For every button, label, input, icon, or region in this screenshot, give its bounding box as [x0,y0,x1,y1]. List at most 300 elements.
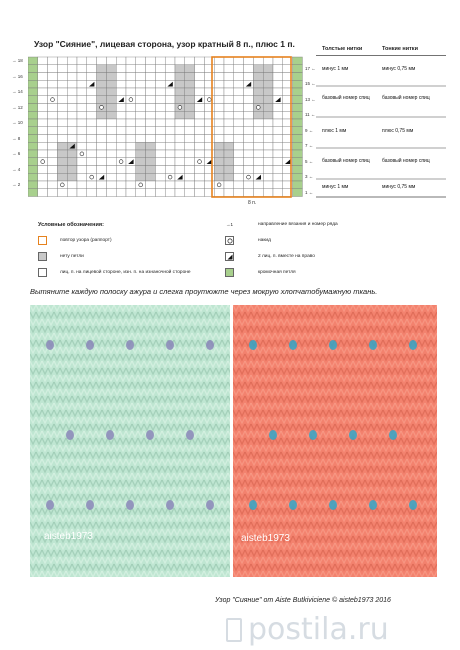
chart-cell [146,166,156,174]
chart-cell [57,104,67,112]
repeat-label: 8 п. [248,200,257,206]
chart-cell [185,57,195,65]
chart-cell [293,65,303,73]
chart-cell [195,111,205,119]
chart-cell [214,158,224,166]
chart-cell [77,158,87,166]
chart-cell [57,189,67,197]
chart-cell [224,158,234,166]
yarn-over-icon [139,183,143,187]
chart-cell [136,119,146,127]
chart-cell [244,73,254,81]
eyelet-hole [46,500,54,510]
chart-cell [185,65,195,73]
chart-cell [136,166,146,174]
chart-cell [116,96,126,104]
credit-line: Узор "Сияние" от Aiste Butkiviciene © aisteb1973 2016 [215,597,391,604]
chart-cell [165,127,175,135]
chart-cell [185,119,195,127]
chart-cell [106,80,116,88]
yarn-over-icon [90,175,94,179]
eyelet-hole [249,500,257,510]
needle-thick-3: плюс 1 мм [322,128,347,134]
chart-cell [106,166,116,174]
chart-cell [126,119,136,127]
chart-cell [97,150,107,158]
chart-cell [146,80,156,88]
eyelet-hole [289,500,297,510]
row-label-right: 13 ← [305,96,316,102]
chart-cell [273,189,283,197]
chart-cell [97,88,107,96]
chart-cell [116,142,126,150]
chart-cell [38,166,48,174]
chart-cell [38,135,48,143]
row-label-right: 17 ← [305,65,316,71]
chart-cell [97,65,107,73]
chart-cell [165,135,175,143]
needle-thin-1: минус 0,75 мм [382,66,416,72]
chart-cell [67,73,77,81]
chart-cell [234,96,244,104]
chart-cell [146,111,156,119]
chart-cell [77,73,87,81]
chart-cell [106,73,116,81]
chart-cell [185,158,195,166]
eyelet-hole [349,430,357,440]
chart-cell [87,73,97,81]
chart-cell [38,111,48,119]
chart-cell [175,150,185,158]
chart-cell [273,119,283,127]
chart-cell [48,181,58,189]
chart-cell [195,65,205,73]
chart-cell [116,181,126,189]
chart-cell [253,173,263,181]
chart-cell [273,181,283,189]
chart-cell [175,158,185,166]
chart-cell [224,166,234,174]
chart-cell [57,119,67,127]
chart-cell [155,111,165,119]
chart-cell [136,96,146,104]
chart-cell [214,96,224,104]
chart-cell [136,73,146,81]
chart-cell [263,73,273,81]
chart-cell [136,150,146,158]
row-label-left: → 8 [12,135,21,141]
chart-cell [38,96,48,104]
chart-cell [175,127,185,135]
chart-cell [273,57,283,65]
chart-cell [185,189,195,197]
yarn-over-icon [226,237,234,245]
yarn-over-icon [178,105,182,109]
chart-cell [244,127,254,135]
chart-cell [67,135,77,143]
chart-cell [273,96,283,104]
chart-cell [97,189,107,197]
chart-cell [263,142,273,150]
chart-cell [293,73,303,81]
chart-cell [175,181,185,189]
chart-cell [195,104,205,112]
chart-cell [126,166,136,174]
chart-cell [106,96,116,104]
k2tog-right-icon [226,253,234,261]
chart-cell [253,88,263,96]
chart-cell [195,119,205,127]
chart-cell [38,142,48,150]
chart-cell [155,119,165,127]
chart-cell [28,57,38,65]
chart-cell [106,127,116,135]
chart-cell [195,166,205,174]
chart-cell [273,135,283,143]
eyelet-hole [409,500,417,510]
chart-cell [28,135,38,143]
row-label-left: → 16 [12,73,23,79]
chart-cell [234,65,244,73]
chart-cell [155,166,165,174]
chart-cell [293,57,303,65]
chart-cell [293,88,303,96]
chart-cell [244,142,254,150]
chart-cell [106,142,116,150]
chart-cell [214,189,224,197]
chart-cell [116,80,126,88]
eyelet-hole [369,500,377,510]
row-label-right: 7 ← [305,143,314,149]
yarn-over-icon [119,160,123,164]
chart-cell [38,127,48,135]
chart-cell [175,166,185,174]
chart-cell [293,96,303,104]
chart-cell [293,135,303,143]
chart-cell [244,96,254,104]
chart-cell [224,73,234,81]
chart-cell [214,166,224,174]
chart-cell [38,104,48,112]
yarn-over-icon [41,160,45,164]
chart-cell [293,181,303,189]
chart-cell [155,142,165,150]
chart-cell [87,119,97,127]
chart-cell [244,88,254,96]
legend-edge-stitch: кромочная петля [258,270,296,275]
needle-thin-5: минус 0,75 мм [382,184,416,190]
row-label-right: 1 ← [305,189,314,195]
chart-cell [155,80,165,88]
mint-swatch-photo [30,305,230,577]
chart-cell [87,80,97,88]
chart-cell [234,135,244,143]
eyelet-hole [269,430,277,440]
watermark-coral: aisteb1973 [241,533,290,544]
chart-cell [87,127,97,135]
chart-cell [67,189,77,197]
chart-cell [57,173,67,181]
chart-cell [185,127,195,135]
row-label-left: → 2 [12,182,21,187]
chart-cell [293,119,303,127]
chart-cell [165,166,175,174]
chart-cell [106,173,116,181]
chart-cell [253,80,263,88]
chart-cell [224,88,234,96]
chart-cell [185,111,195,119]
chart-cell [293,189,303,197]
eyelet-hole [289,340,297,350]
chart-cell [67,158,77,166]
chart-cell [195,150,205,158]
chart-cell [155,88,165,96]
chart-cell [195,142,205,150]
page-title: Узор "Сияние", лицевая сторона, узор кратный 8 п., плюс 1 п. [34,39,295,49]
eyelet-hole [86,500,94,510]
chart-cell [87,158,97,166]
brand-name: postila.ru [248,612,389,647]
chart-cell [234,88,244,96]
chart-cell [244,158,254,166]
chart-cell [28,88,38,96]
chart-cell [175,65,185,73]
chart-cell [155,65,165,73]
chart-cell [293,111,303,119]
chart-cell [87,57,97,65]
chart-cell [67,119,77,127]
yarn-over-icon [80,152,84,156]
chart-cell [185,142,195,150]
needle-thin-3: плюс 0,75 мм [382,128,414,134]
chart-cell [136,189,146,197]
chart-cell [263,127,273,135]
chart-cell [263,119,273,127]
row-direction-marker: →1 [226,222,234,227]
chart-cell [87,96,97,104]
chart-cell [126,104,136,112]
chart-cell [224,181,234,189]
chart-cell [57,57,67,65]
caption: Вытяните каждую полоску ажура и слегка проутюжте через мокрую хлопчатобумажную ткань. [30,287,378,296]
row-label-left: → 12 [12,104,23,110]
chart-cell [273,142,283,150]
chart-cell [165,88,175,96]
chart-cell [244,181,254,189]
eyelet-hole [186,430,194,440]
yarn-over-icon [51,98,55,102]
chart-cell [106,104,116,112]
chart-cell [116,166,126,174]
chart-cell [155,135,165,143]
chart-cell [175,111,185,119]
chart-cell [195,173,205,181]
chart-cell [155,158,165,166]
needle-thick-1: минус 1 мм [322,66,349,72]
chart-cell [253,65,263,73]
chart-cell [136,173,146,181]
chart-cell [175,142,185,150]
chart-cell [116,111,126,119]
chart-cell [185,104,195,112]
yarn-over-icon [198,160,202,164]
chart-cell [273,150,283,158]
chart-cell [146,119,156,127]
chart-cell [48,142,58,150]
chart-cell [28,104,38,112]
chart-cell [253,142,263,150]
chart-cell [77,166,87,174]
chart-cell [293,127,303,135]
chart-cell [165,119,175,127]
eyelet-hole [106,430,114,440]
chart-cell [67,173,77,181]
chart-cell [224,96,234,104]
chart-cell [253,135,263,143]
chart-cell [253,57,263,65]
chart-cell [165,158,175,166]
chart-cell [48,80,58,88]
chart-cell [97,57,107,65]
chart-cell [293,80,303,88]
chart-cell [87,189,97,197]
chart-cell [136,65,146,73]
chart-cell [263,104,273,112]
chart-cell [97,158,107,166]
chart-cell [195,135,205,143]
chart-cell [126,158,136,166]
yarn-over-icon [217,183,221,187]
chart-cell [87,150,97,158]
chart-cell [234,158,244,166]
chart-cell [38,150,48,158]
chart-cell [253,96,263,104]
chart-cell [234,189,244,197]
chart-cell [165,73,175,81]
chart-cell [38,119,48,127]
row-label-right: 5 ← [305,158,314,164]
needle-thin-2: базовый номер спиц [382,95,430,101]
yarn-over-icon [256,105,260,109]
chart-cell [28,96,38,104]
chart-cell [48,150,58,158]
row-label-right: 9 ← [305,127,314,133]
chart-cell [97,135,107,143]
chart-cell [106,189,116,197]
postila-logo-icon [226,618,242,642]
chart-cell [87,111,97,119]
no-stitch-swatch [38,252,47,261]
chart-cell [67,80,77,88]
chart-cell [136,57,146,65]
chart-cell [293,158,303,166]
chart-cell [28,189,38,197]
chart-cell [38,65,48,73]
eyelet-hole [309,430,317,440]
chart-cell [273,80,283,88]
chart-cell [195,181,205,189]
chart-cell [77,173,87,181]
chart-cell [57,166,67,174]
chart-cell [224,142,234,150]
chart-cell [253,181,263,189]
chart-cell [214,80,224,88]
chart-cell [97,111,107,119]
chart-cell [293,173,303,181]
chart-cell [77,57,87,65]
chart-cell [234,80,244,88]
chart-cell [136,158,146,166]
chart-cell [253,166,263,174]
chart-cell [28,181,38,189]
chart-cell [126,173,136,181]
chart-cell [155,150,165,158]
chart-cell [48,65,58,73]
chart-cell [273,65,283,73]
chart-cell [273,166,283,174]
chart-cell [263,80,273,88]
eyelet-hole [46,340,54,350]
chart-cell [263,111,273,119]
chart-cell [253,127,263,135]
chart-cell [77,96,87,104]
chart-cell [146,135,156,143]
chart-cell [263,96,273,104]
chart-cell [136,127,146,135]
chart-cell [38,189,48,197]
eyelet-hole [206,340,214,350]
chart-cell [263,158,273,166]
legend-title: Условные обозначения: [38,222,104,228]
chart-cell [28,65,38,73]
chart-cell [146,88,156,96]
chart-cell [273,73,283,81]
chart-cell [253,189,263,197]
chart-cell [155,173,165,181]
chart-cell [57,96,67,104]
chart-cell [146,96,156,104]
eyelet-hole [126,340,134,350]
chart-cell [28,73,38,81]
chart-cell [155,127,165,135]
needle-thick-4: базовый номер спиц [322,158,370,164]
chart-cell [97,96,107,104]
chart-cell [263,173,273,181]
chart-cell [263,88,273,96]
chart-cell [116,127,126,135]
chart-cell [263,65,273,73]
chart-cell [77,181,87,189]
chart-cell [195,189,205,197]
chart-cell [263,57,273,65]
eyelet-hole [369,340,377,350]
row-label-left: → 6 [12,151,21,156]
chart-cell [38,181,48,189]
chart-cell [116,73,126,81]
chart-cell [234,166,244,174]
chart-cell [126,80,136,88]
chart-cell [116,150,126,158]
chart-cell [106,150,116,158]
chart-cell [77,80,87,88]
chart-cell [116,57,126,65]
chart-cell [146,57,156,65]
eyelet-hole [166,500,174,510]
chart-cell [87,166,97,174]
chart-cell [48,135,58,143]
chart-cell [214,173,224,181]
chart-cell [273,158,283,166]
